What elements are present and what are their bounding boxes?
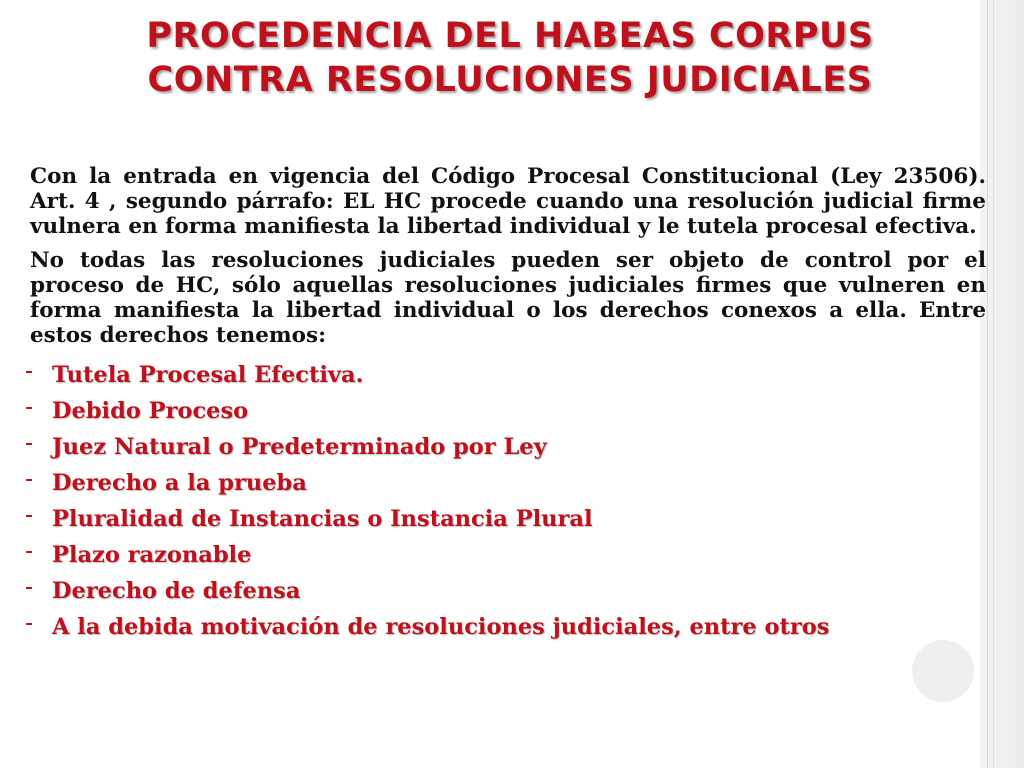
right-divider-line xyxy=(987,0,988,768)
list-item-text: Pluralidad de Instancias o Instancia Plural xyxy=(52,506,593,532)
dash-bullet-icon xyxy=(26,551,32,553)
dash-bullet-icon xyxy=(26,623,32,625)
list-item-text: Plazo razonable xyxy=(52,542,252,568)
list-item xyxy=(30,465,986,501)
list-item xyxy=(30,357,986,393)
right-divider-line-secondary xyxy=(993,0,994,768)
list-item xyxy=(30,573,986,609)
list-item-text: Juez Natural o Predeterminado por Ley xyxy=(52,434,547,460)
dash-bullet-icon xyxy=(26,515,32,517)
slide-title-line-2: CONTRA RESOLUCIONES JUDICIALES xyxy=(147,60,873,100)
list-item xyxy=(30,609,986,645)
list-item xyxy=(30,393,986,429)
dash-bullet-icon xyxy=(26,371,32,373)
list-item-text: Derecho de defensa xyxy=(52,578,301,604)
list-item-text: A la debida motivación de resoluciones judiciales, entre otros xyxy=(52,614,830,640)
list-item xyxy=(30,429,986,465)
slide-title xyxy=(40,14,980,102)
body-paragraph: Con la entrada en vigencia del Código Procesal Constitucional (Ley 23506). Art. 4 , segundo párrafo: EL HC procede cuando una resolución judicial firme vulnera en forma manifiesta la libertad individual y le tutela procesal efectiva. xyxy=(30,164,986,239)
slide-title-line-1: PROCEDENCIA DEL HABEAS CORPUS xyxy=(146,16,874,56)
list-item xyxy=(30,537,986,573)
list-item-text: Tutela Procesal Efectiva. xyxy=(52,362,364,388)
list-item xyxy=(30,501,986,537)
dash-bullet-icon xyxy=(26,443,32,445)
list-item-text: Derecho a la prueba xyxy=(52,470,307,496)
dash-bullet-icon xyxy=(26,587,32,589)
list-item-text: Debido Proceso xyxy=(52,398,249,424)
rights-list xyxy=(30,357,986,645)
slide-body xyxy=(30,164,986,645)
dash-bullet-icon xyxy=(26,407,32,409)
dash-bullet-icon xyxy=(26,479,32,481)
body-paragraph: No todas las resoluciones judiciales pueden ser objeto de control por el proceso de HC, sólo aquellas resoluciones judiciales firmes que vulneren en forma manifiesta la libertad individual o los derechos conexos a ella. Entre estos derechos tenemos: xyxy=(30,248,986,348)
decorative-circle xyxy=(912,640,974,702)
